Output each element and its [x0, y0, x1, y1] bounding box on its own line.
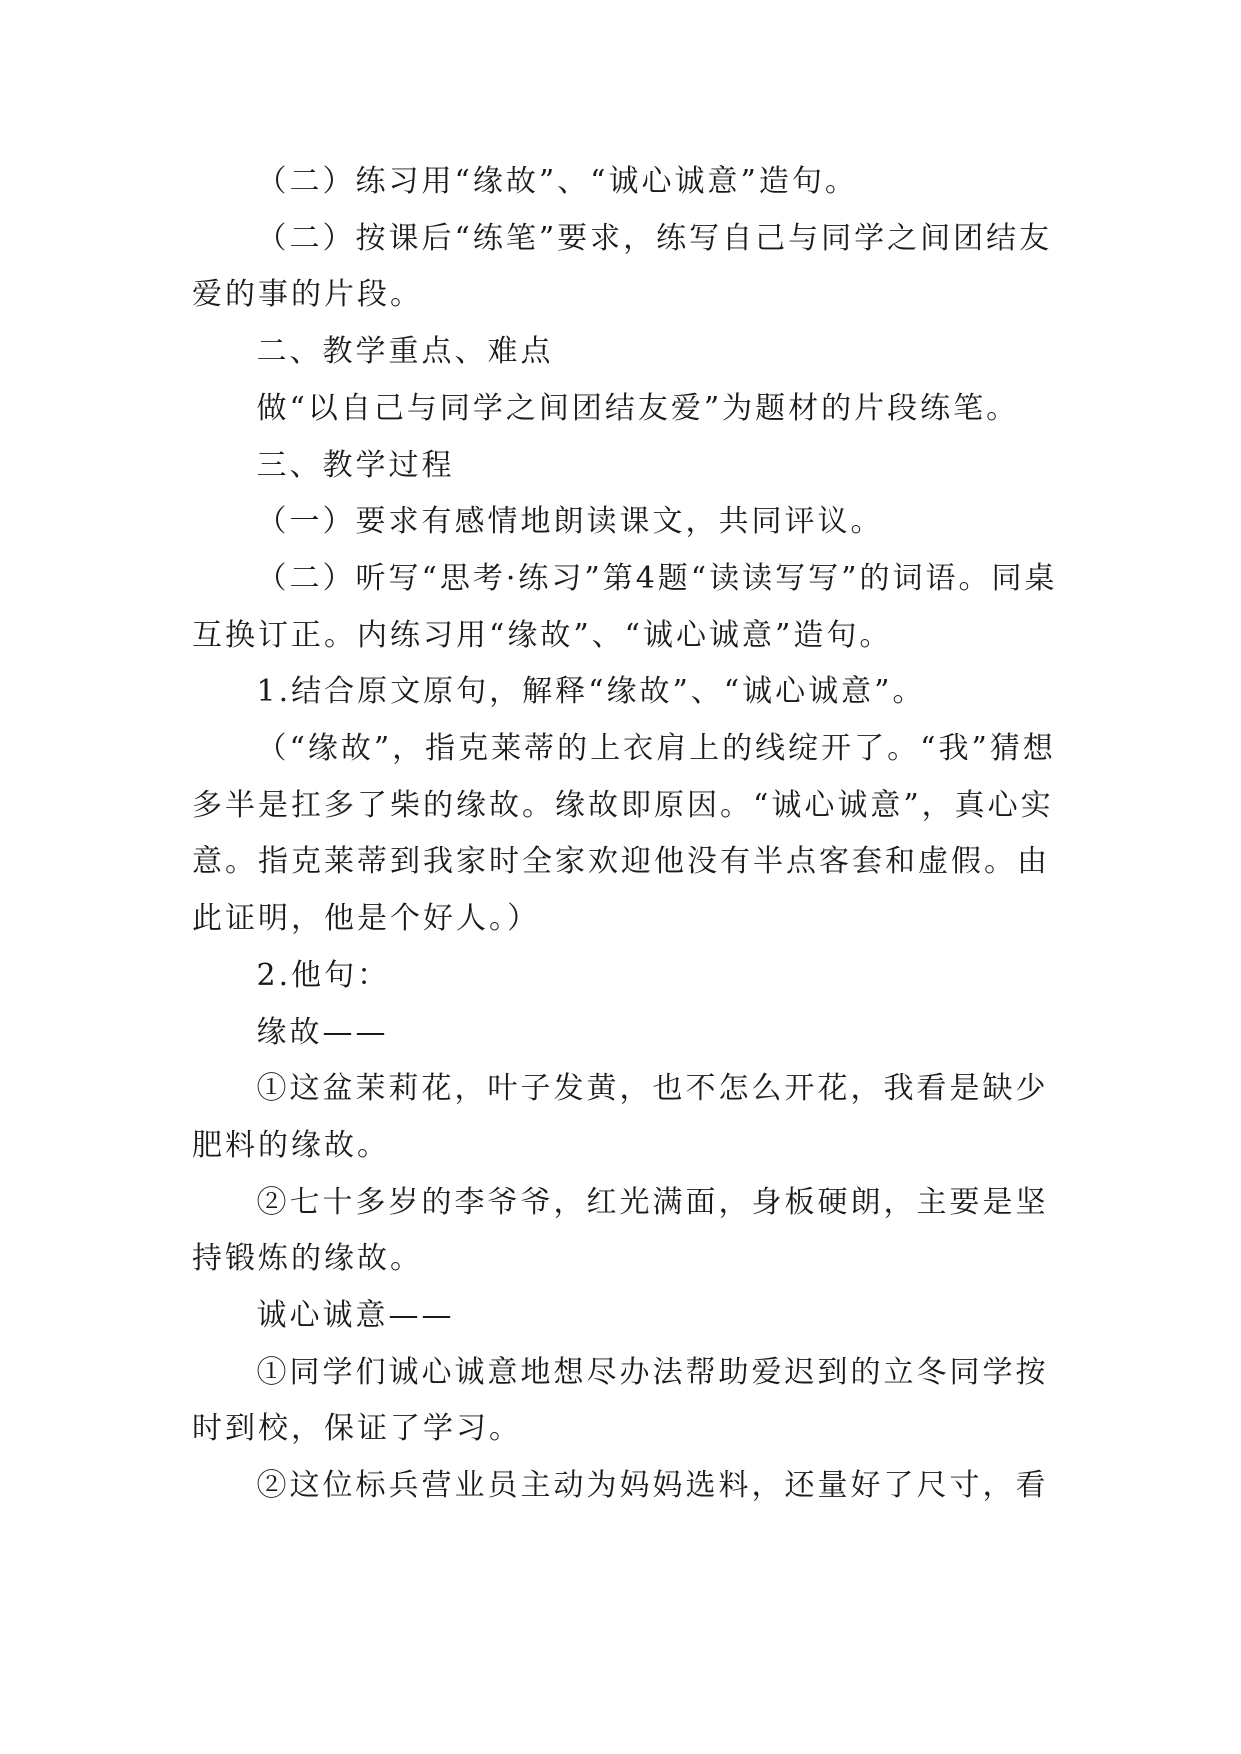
paragraph-8: 1.结合原文原句，解释“缘故”、“诚心诚意”。	[256, 674, 926, 710]
paragraph-2: （二）按课后“练笔”要求，练写自己与同学之间团结友爱的事的片段。	[192, 220, 1053, 313]
paragraph-1: （二）练习用“缘故”、“诚心诚意”造句。	[256, 164, 858, 199]
section-heading-key-points: 二、教学重点、难点	[256, 334, 554, 370]
paragraph-9: （“缘故”，指克莱蒂的上衣肩上的线绽开了。“我”猜想多半是扛多了柴的缘故。缘故即原因。“诚心诚意”，真心实意。指克莱蒂到我家时全家欢迎他没有半点客套和虚假。由此证明，他是个好人。）	[192, 731, 1056, 937]
section-heading-process: 三、教学过程	[256, 447, 455, 483]
subheading-yuangu: 缘故——	[256, 1014, 389, 1050]
example-sentence: ①这盆茉莉花，叶子发黄，也不怎么开花，我看是缺少肥料的缘故。	[192, 1071, 1049, 1163]
paragraph-6: （一）要求有感情地朗读课文，共同评议。	[256, 504, 884, 540]
paragraph-7: （二）听写“思考·练习”第4题“读读写写”的词语。同桌互换订正。内练习用“缘故”、“诚心诚意”造句。	[192, 560, 1058, 653]
paragraph-4: 做“以自己与同学之间团结友爱”为题材的片段练笔。	[256, 390, 1020, 426]
example-sentence: ①同学们诚心诚意地想尽办法帮助爱迟到的立冬同学按时到校，保证了学习。	[192, 1354, 1049, 1447]
example-sentence: ②七十多岁的李爷爷，红光满面，身板硬朗，主要是坚持锻炼的缘故。	[192, 1184, 1049, 1277]
example-sentence: ②这位标兵营业员主动为妈妈选料，还量好了尺寸，看	[256, 1468, 1049, 1504]
document-body	[192, 154, 1072, 1515]
paragraph-10: 2.他句：	[256, 957, 391, 993]
subheading-chengxin: 诚心诚意——	[256, 1298, 455, 1334]
